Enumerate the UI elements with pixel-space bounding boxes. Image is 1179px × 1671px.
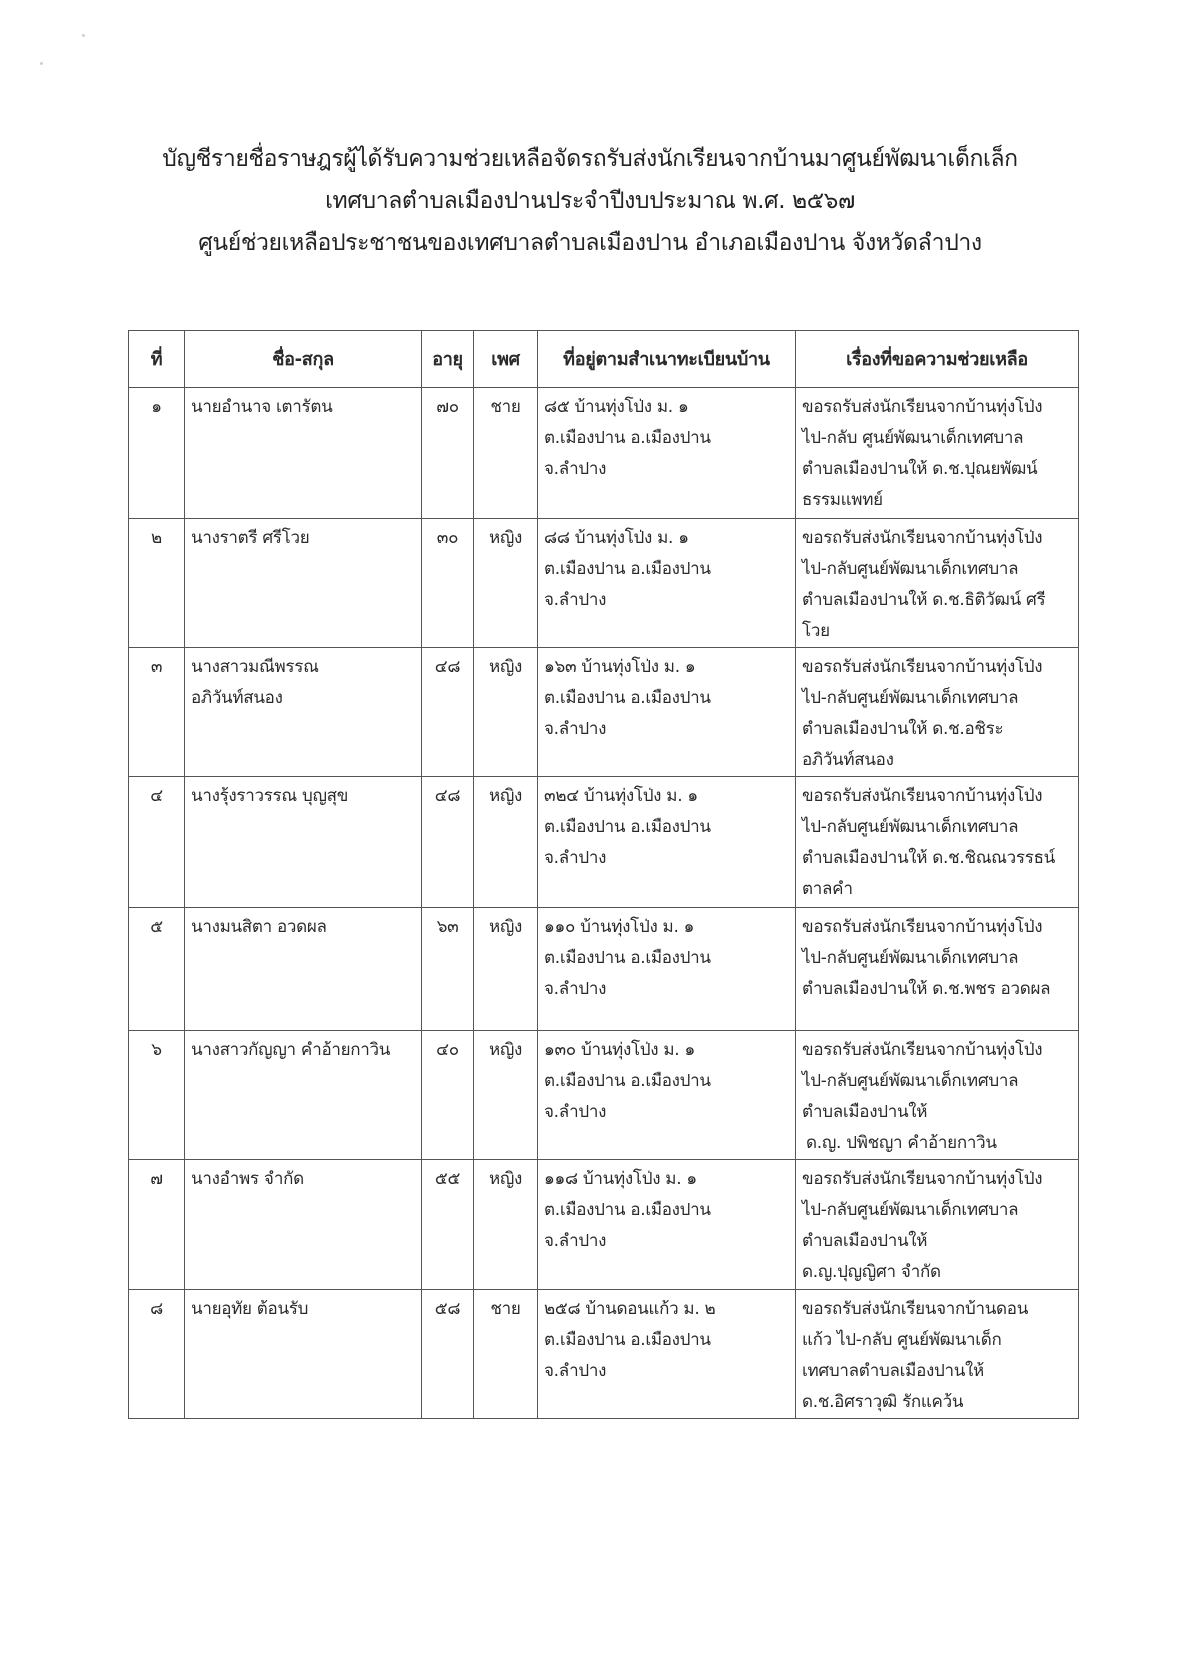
request-line: ไป-กลับศูนย์พัฒนาเด็กเทศบาล <box>802 1071 1019 1091</box>
sex: หญิง <box>474 1031 538 1160</box>
request-line: ตำบลเมืองปานให้ <box>802 1102 928 1122</box>
age: ๖๓ <box>422 908 474 1031</box>
address <box>538 908 796 1031</box>
row-number: ๑ <box>129 388 185 519</box>
age: ๓๐ <box>422 519 474 648</box>
request-line: ขอรถรับส่งนักเรียนจากบ้านทุ่งโป่ง <box>802 397 1043 417</box>
person-name <box>185 648 422 777</box>
request-line: ตำบลเมืองปานให้ ด.ช.ปุณยพัฒน์ <box>802 459 1038 479</box>
address-line: ต.เมืองปาน อ.เมืองปาน <box>544 428 711 448</box>
row-number: ๒ <box>129 519 185 648</box>
person-name <box>185 1031 422 1160</box>
table-row <box>129 908 1079 1031</box>
table-row <box>129 1031 1079 1160</box>
table-row <box>129 1160 1079 1290</box>
address-line: ต.เมืองปาน อ.เมืองปาน <box>544 948 711 968</box>
request-line: แก้ว ไป-กลับ ศูนย์พัฒนาเด็ก <box>802 1330 1002 1350</box>
row-number: ๕ <box>129 908 185 1031</box>
address-line: ๑๑๘ บ้านทุ่งโป่ง ม. ๑ <box>544 1169 697 1189</box>
request-line: ไป-กลับศูนย์พัฒนาเด็กเทศบาล <box>802 817 1019 837</box>
request-line: ตำบลเมืองปานให้ ด.ช.อชิระ <box>802 719 1004 739</box>
header-address: ที่อยู่ตามสำเนาทะเบียนบ้าน <box>538 331 796 388</box>
table-row <box>129 388 1079 519</box>
address-line: จ.ลำปาง <box>544 1102 607 1122</box>
address-line: ต.เมืองปาน อ.เมืองปาน <box>544 1071 711 1091</box>
name-line: อภิวันท์สนอง <box>191 688 283 708</box>
request-line: ขอรถรับส่งนักเรียนจากบ้านทุ่งโป่ง <box>802 1040 1043 1060</box>
scan-speck <box>82 34 85 37</box>
address-line: ต.เมืองปาน อ.เมืองปาน <box>544 1330 711 1350</box>
assistance-request <box>796 648 1079 777</box>
header-age: อายุ <box>422 331 474 388</box>
address-line: ๒๕๘ บ้านดอนแก้ว ม. ๒ <box>544 1299 716 1319</box>
address-line: ๘๘ บ้านทุ่งโป่ง ม. ๑ <box>544 528 689 548</box>
request-line: ขอรถรับส่งนักเรียนจากบ้านทุ่งโป่ง <box>802 917 1043 937</box>
age: ๕๘ <box>422 1290 474 1419</box>
title-line-3: ศูนย์ช่วยเหลือประชาชนของเทศบาลตำบลเมืองปาน อำเภอเมืองปาน จังหวัดลำปาง <box>198 230 982 256</box>
request-line: ขอรถรับส่งนักเรียนจากบ้านดอน <box>802 1299 1029 1319</box>
person-name <box>185 777 422 908</box>
assistance-request <box>796 1290 1079 1419</box>
person-name <box>185 908 422 1031</box>
address-line: ๓๒๔ บ้านทุ่งโป่ง ม. ๑ <box>544 786 698 806</box>
age: ๗๐ <box>422 388 474 519</box>
address <box>538 388 796 519</box>
name-line: นางสาวมณีพรรณ <box>191 657 319 677</box>
assistance-request <box>796 519 1079 648</box>
address-line: จ.ลำปาง <box>544 1361 607 1381</box>
person-name <box>185 1290 422 1419</box>
request-line: ตำบลเมืองปานให้ ด.ช.พชร อวดผล <box>802 979 1051 999</box>
age: ๔๘ <box>422 648 474 777</box>
address-line: ต.เมืองปาน อ.เมืองปาน <box>544 688 711 708</box>
name-line: นายอุทัย ต้อนรับ <box>191 1299 309 1319</box>
request-line: ไป-กลับศูนย์พัฒนาเด็กเทศบาล <box>802 948 1019 968</box>
address <box>538 519 796 648</box>
sex: หญิง <box>474 908 538 1031</box>
sex: หญิง <box>474 648 538 777</box>
address-line: ๑๖๓ บ้านทุ่งโป่ง ม. ๑ <box>544 657 696 677</box>
title-line-1: บัญชีรายชื่อราษฎรผู้ได้รับความช่วยเหลือจัดรถรับส่งนักเรียนจากบ้านมาศูนย์พัฒนาเด็กเล็ก <box>162 146 1018 172</box>
address-line: ต.เมืองปาน อ.เมืองปาน <box>544 559 711 579</box>
assistance-request <box>796 777 1079 908</box>
sex: ชาย <box>474 388 538 519</box>
row-number: ๘ <box>129 1290 185 1419</box>
address-line: ๘๕ บ้านทุ่งโป่ง ม. ๑ <box>544 397 689 417</box>
header-sex: เพศ <box>474 331 538 388</box>
table-row <box>129 519 1079 648</box>
address-line: จ.ลำปาง <box>544 459 607 479</box>
table-row <box>129 1290 1079 1419</box>
person-name <box>185 1160 422 1290</box>
request-line: ตาลคำ <box>802 879 853 899</box>
address <box>538 1031 796 1160</box>
row-number: ๓ <box>129 648 185 777</box>
header-name: ชื่อ-สกุล <box>185 331 422 388</box>
sex: ชาย <box>474 1290 538 1419</box>
request-line: ด.ญ. ปพิชญา คำอ้ายกาวิน <box>806 1133 997 1153</box>
request-line: ขอรถรับส่งนักเรียนจากบ้านทุ่งโป่ง <box>802 657 1043 677</box>
person-name <box>185 519 422 648</box>
assistance-request <box>796 908 1079 1031</box>
request-line: ไป-กลับศูนย์พัฒนาเด็กเทศบาล <box>802 559 1019 579</box>
table-row <box>129 777 1079 908</box>
address-line: ต.เมืองปาน อ.เมืองปาน <box>544 1200 711 1220</box>
assistance-request <box>796 1031 1079 1160</box>
request-line: เทศบาลตำบลเมืองปานให้ <box>802 1361 984 1381</box>
title-line-2: เทศบาลตำบลเมืองปานประจำปีงบประมาณ พ.ศ. ๒๕๖๗ <box>325 188 855 214</box>
name-line: นางรุ้งราวรรณ บุญสุข <box>191 786 349 806</box>
name-line: นางอำพร จำกัด <box>191 1169 304 1189</box>
request-line: อภิวันท์สนอง <box>802 750 894 770</box>
address <box>538 1160 796 1290</box>
request-line: ไป-กลับศูนย์พัฒนาเด็กเทศบาล <box>802 1200 1019 1220</box>
row-number: ๗ <box>129 1160 185 1290</box>
name-line: นางสาวกัญญา คำอ้ายกาวิน <box>191 1040 391 1060</box>
request-line: ขอรถรับส่งนักเรียนจากบ้านทุ่งโป่ง <box>802 528 1043 548</box>
name-line: นายอำนาจ เตารัตน <box>191 397 333 417</box>
row-number: ๔ <box>129 777 185 908</box>
request-line: ตำบลเมืองปานให้ <box>802 1231 928 1251</box>
header-no: ที่ <box>129 331 185 388</box>
request-line: ตำบลเมืองปานให้ ด.ช.ธิติวัฒน์ ศรี <box>802 590 1046 610</box>
request-line: ไป-กลับ ศูนย์พัฒนาเด็กเทศบาล <box>802 428 1024 448</box>
address <box>538 1290 796 1419</box>
name-line: นางมนสิตา อวดผล <box>191 917 327 937</box>
sex: หญิง <box>474 1160 538 1290</box>
table-row <box>129 648 1079 777</box>
header-request: เรื่องที่ขอความช่วยเหลือ <box>796 331 1079 388</box>
address <box>538 777 796 908</box>
row-number: ๖ <box>129 1031 185 1160</box>
address-line: จ.ลำปาง <box>544 979 607 999</box>
age: ๔๐ <box>422 1031 474 1160</box>
table-header-row <box>129 331 1079 388</box>
address-line: จ.ลำปาง <box>544 719 607 739</box>
age: ๔๘ <box>422 777 474 908</box>
recipient-table <box>128 330 1079 1419</box>
address-line: ต.เมืองปาน อ.เมืองปาน <box>544 817 711 837</box>
assistance-request <box>796 388 1079 519</box>
address <box>538 648 796 777</box>
address-line: จ.ลำปาง <box>544 590 607 610</box>
request-line: ธรรมแพทย์ <box>802 490 883 510</box>
address-line: จ.ลำปาง <box>544 848 607 868</box>
sex: หญิง <box>474 777 538 908</box>
address-line: จ.ลำปาง <box>544 1231 607 1251</box>
request-line: ด.ญ.ปุญญิศา จำกัด <box>802 1262 941 1282</box>
sex: หญิง <box>474 519 538 648</box>
request-line: ขอรถรับส่งนักเรียนจากบ้านทุ่งโป่ง <box>802 786 1043 806</box>
request-line: ไป-กลับศูนย์พัฒนาเด็กเทศบาล <box>802 688 1019 708</box>
scan-speck <box>40 62 43 65</box>
address-line: ๑๓๐ บ้านทุ่งโป่ง ม. ๑ <box>544 1040 695 1060</box>
request-line: ขอรถรับส่งนักเรียนจากบ้านทุ่งโป่ง <box>802 1169 1043 1189</box>
age: ๕๕ <box>422 1160 474 1290</box>
address-line: ๑๑๐ บ้านทุ่งโป่ง ม. ๑ <box>544 917 695 937</box>
request-line: ด.ช.อิศราวุฒิ รักแคว้น <box>802 1392 964 1412</box>
request-line: โวย <box>802 621 830 641</box>
request-line: ตำบลเมืองปานให้ ด.ช.ชิณณวรรธน์ <box>802 848 1055 868</box>
assistance-request <box>796 1160 1079 1290</box>
document-title <box>120 138 1060 264</box>
name-line: นางราตรี ศรีโวย <box>191 528 310 548</box>
person-name <box>185 388 422 519</box>
